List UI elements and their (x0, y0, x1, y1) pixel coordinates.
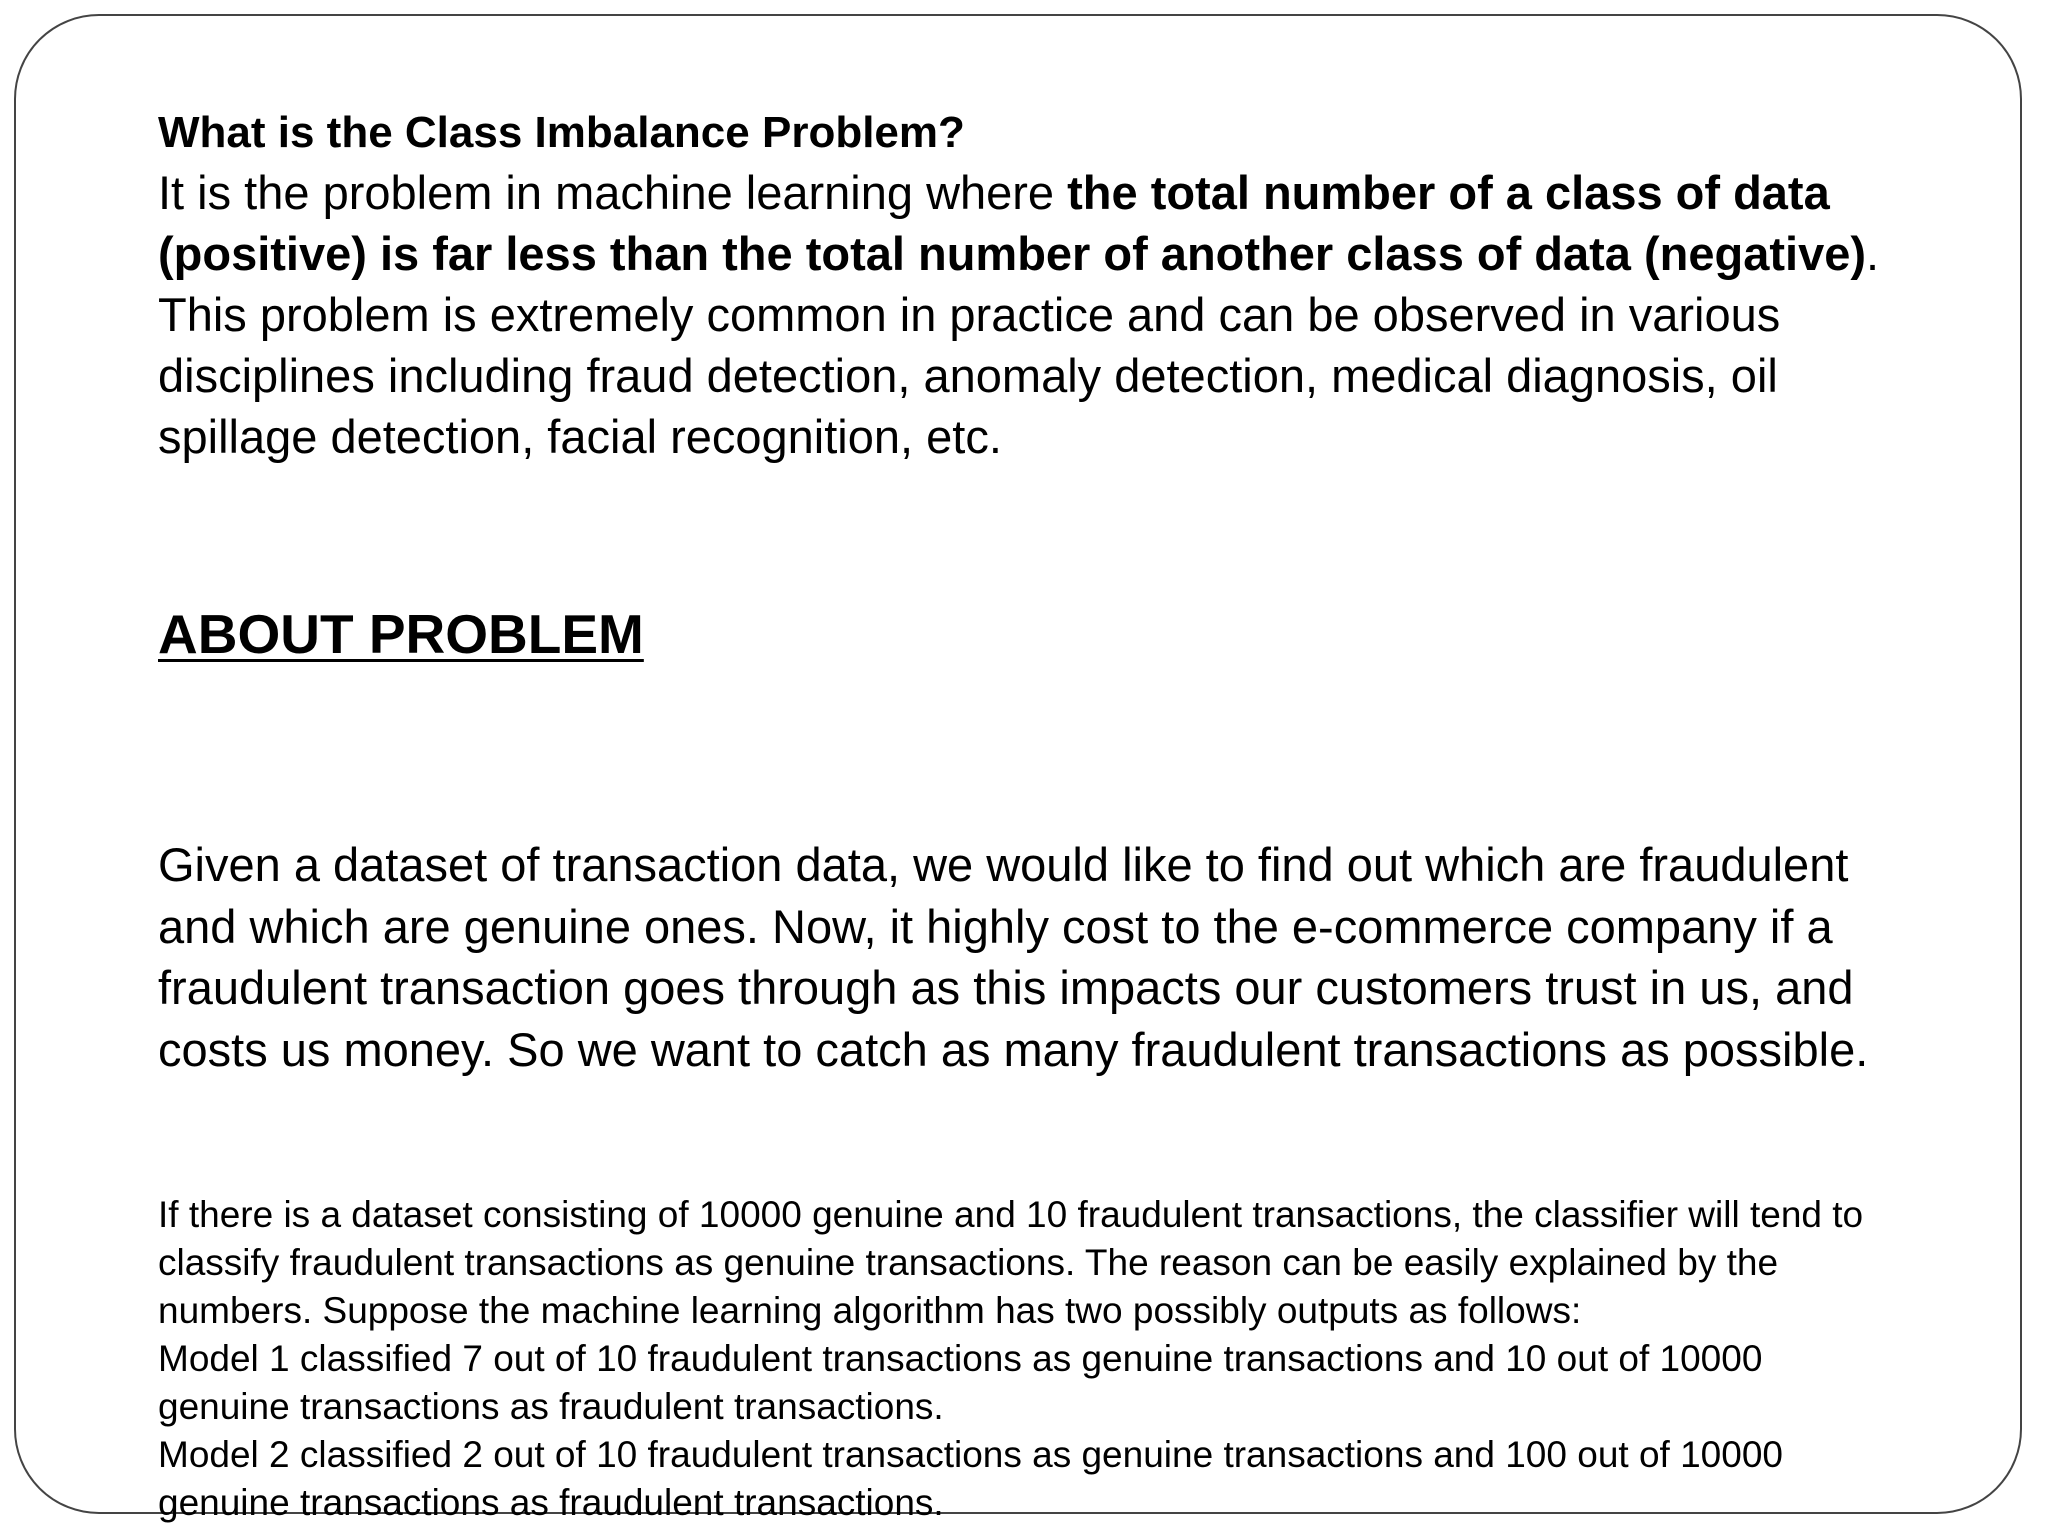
intro-text-bold: the total number of a class of data (positive) is far less than the total number of another class of data (negative) (158, 166, 1866, 280)
slide-content (158, 104, 1898, 1523)
about-problem-heading: ABOUT PROBLEM (158, 603, 644, 665)
intro-text-end: . This problem is extremely common in practice and can be observed in various disciplines including fraud detection, anomaly detection, medical diagnosis, oil spillage detection, facial recognition, etc. (158, 227, 1880, 463)
intro-text-start: It is the problem in machine learning where (158, 166, 1068, 219)
intro-paragraph (158, 162, 1898, 467)
model-1-description: Model 1 classified 7 out of 10 fraudulent transactions as genuine transactions and 10 out of 10000 genuine transactions as fraudulent transactions. (158, 1338, 1763, 1427)
model-2-description: Model 2 classified 2 out of 10 fraudulent transactions as genuine transactions and 100 out of 10000 genuine transactions as fraudulent transactions. (158, 1434, 1783, 1523)
details-paragraph: If there is a dataset consisting of 10000 genuine and 10 fraudulent transactions, the classifier will tend to classify fraudulent transactions as genuine transactions. The reason can be easily explained by the numbers. Suppose the machine learning algorithm has two possibly outputs as follows: (158, 1194, 1864, 1331)
about-problem-paragraph: Given a dataset of transaction data, we would like to find out which are fraudulent and which are genuine ones. Now, it highly cost to the e-commerce company if a fraudulent transaction goes through as this impacts our customers trust in us, and costs us money. So we want to catch as many fraudulent transactions as possible. (158, 838, 1869, 1076)
details-block (158, 1191, 1898, 1527)
intro-heading: What is the Class Imbalance Problem? (158, 108, 965, 157)
